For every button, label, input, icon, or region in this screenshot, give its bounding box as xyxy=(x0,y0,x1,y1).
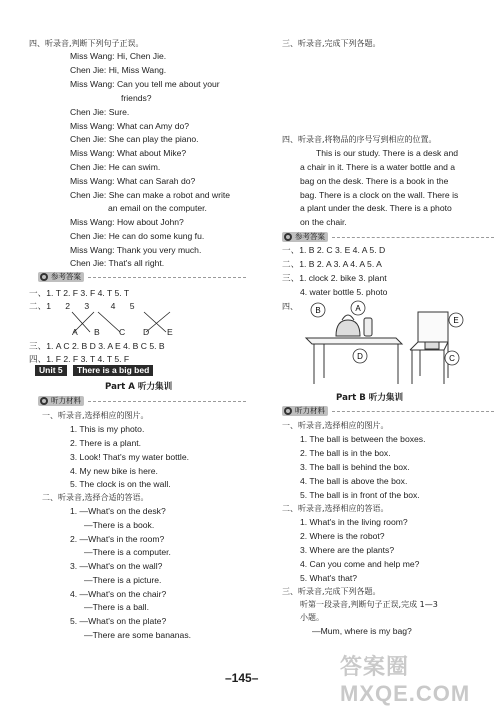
list-item: 4. The ball is above the box. xyxy=(300,476,408,486)
unit-badge: Unit 5 xyxy=(35,365,67,376)
answer-line: 三、1. A C 2. B D 3. A E 4. B C 5. B xyxy=(29,341,165,351)
list-item: 5. —What's on the plate? xyxy=(70,616,167,626)
key-icon xyxy=(40,273,48,281)
list-item-answer: —There is a book. xyxy=(84,520,155,530)
dialog-line: Chen Jie: She can play the piano. xyxy=(70,134,199,144)
part-b-heading: Part B 听力集训 xyxy=(336,393,404,403)
materials-tag-label: 听力材料 xyxy=(51,396,81,405)
list-item: 1. The ball is between the boxes. xyxy=(300,434,426,444)
dialog-line: Chen Jie: He can swim. xyxy=(70,162,161,172)
dialog-line: Miss Wang: Can you tell me about your xyxy=(70,79,220,89)
key-icon xyxy=(284,233,292,241)
section-heading: 二、听录音,选择相应的答语。 xyxy=(282,504,389,513)
list-item: 5. What's that? xyxy=(300,573,358,583)
part-a-heading: Part A 听力集训 xyxy=(105,382,173,392)
dialog-line: Miss Wang: Hi, Chen Jie. xyxy=(70,51,167,61)
instruction-line: 听第一段录音,判断句子正误,完成 1—3 xyxy=(300,600,438,609)
list-item-answer: —There is a picture. xyxy=(84,575,162,585)
list-item: 2. —What's in the room? xyxy=(70,534,165,544)
divider xyxy=(88,401,246,402)
section-heading: 四、听录音,将物品的序号写到相应的位置。 xyxy=(282,135,437,144)
answers-tag-label: 参考答案 xyxy=(51,272,81,281)
label-e: E xyxy=(453,316,459,325)
answer-line: 一、1. B 2. C 3. E 4. A 5. D xyxy=(282,245,386,255)
watermark: 答案圈 MXQE.COM xyxy=(340,654,471,706)
answers-tag xyxy=(38,272,84,282)
label-c: C xyxy=(449,354,455,363)
answers-tag-label: 参考答案 xyxy=(295,232,325,241)
paragraph-line: bag. There is a clock on the wall. There is xyxy=(300,190,459,200)
unit-title: There is a big bed xyxy=(73,365,153,376)
dialog-line: Chen Jie: Sure. xyxy=(70,107,130,117)
paragraph-line: bag on the desk. There is a book in the xyxy=(300,176,449,186)
match-bottom: A xyxy=(72,327,78,337)
match-bottom: E xyxy=(167,327,173,337)
paragraph-line: on the chair. xyxy=(300,217,347,227)
list-item: 3. —What's on the wall? xyxy=(70,561,163,571)
list-item-answer: —There is a computer. xyxy=(84,547,171,557)
list-item: 5. The clock is on the wall. xyxy=(70,479,171,489)
study-illustration xyxy=(300,298,480,386)
section-heading: 三、听录音,完成下列各题。 xyxy=(282,587,381,596)
label-d: D xyxy=(357,352,363,361)
answer-line: 三、1. clock 2. bike 3. plant xyxy=(282,273,387,283)
answer-line: 一、1. T 2. F 3. F 4. T 5. T xyxy=(29,288,130,298)
dialog-line: Miss Wang: Thank you very much. xyxy=(70,245,202,255)
dialog-line-cont: an email on the computer. xyxy=(108,203,207,213)
dialog-line: Chen Jie: That's all right. xyxy=(70,258,165,268)
answer-line: 四、1. F 2. F 3. T 4. T 5. F xyxy=(29,354,130,364)
materials-tag xyxy=(282,406,328,416)
dialog-line-cont: friends? xyxy=(121,93,152,103)
list-item: 2. Where is the robot? xyxy=(300,531,385,541)
paragraph-line: a plant under the desk. There is a photo xyxy=(300,203,452,213)
answer-line: 二、1 2 3 4 5 xyxy=(29,301,135,311)
match-bottom: B xyxy=(94,327,100,337)
list-item: 3. Look! That's my water bottle. xyxy=(70,452,189,462)
list-item: 1. This is my photo. xyxy=(70,424,145,434)
list-item: 2. There is a plant. xyxy=(70,438,142,448)
list-item: 4. —What's on the chair? xyxy=(70,589,167,599)
dialog-line: Miss Wang: What can Amy do? xyxy=(70,121,190,131)
section-heading: 一、听录音,选择相应的图片。 xyxy=(42,411,149,420)
list-item: 1. —What's on the desk? xyxy=(70,506,166,516)
divider xyxy=(88,277,246,278)
divider xyxy=(332,411,494,412)
answer-line: 四、 xyxy=(282,302,298,311)
dialog-line: Chen Jie: Hi, Miss Wang. xyxy=(70,65,167,75)
label-a: A xyxy=(355,304,361,313)
list-item: 4. Can you come and help me? xyxy=(300,559,420,569)
q4-heading: 四、听录音,判断下列句子正误。 xyxy=(29,39,144,48)
materials-tag xyxy=(38,396,84,406)
list-item: 5. The ball is in front of the box. xyxy=(300,490,420,500)
list-item: 1. What's in the living room? xyxy=(300,517,408,527)
answer-line: 二、1. B 2. A 3. A 4. A 5. A xyxy=(282,259,382,269)
answer-line: 4. water bottle 5. photo xyxy=(300,287,388,297)
label-b: B xyxy=(315,306,321,315)
headphones-icon xyxy=(40,397,48,405)
page-number: –145– xyxy=(225,671,259,685)
section-heading: 三、听录音,完成下列各题。 xyxy=(282,39,381,48)
dialog-line: Chen Jie: She can make a robot and write xyxy=(70,190,231,200)
list-item-answer: —There is a ball. xyxy=(84,602,149,612)
dialog-line: Miss Wang: How about John? xyxy=(70,217,184,227)
list-item: 3. Where are the plants? xyxy=(300,545,395,555)
answers-tag xyxy=(282,232,328,242)
dialog-line: Miss Wang: What about Mike? xyxy=(70,148,187,158)
instruction-line: 小题。 xyxy=(300,613,324,622)
dialog-line: Miss Wang: What can Sarah do? xyxy=(70,176,196,186)
paragraph-line: This is our study. There is a desk and xyxy=(316,148,459,158)
section-heading: 一、听录音,选择相应的图片。 xyxy=(282,421,389,430)
headphones-icon xyxy=(284,407,292,415)
divider xyxy=(332,237,494,238)
paragraph-line: a chair in it. There is a water bottle and a xyxy=(300,162,456,172)
dialog-line: —Mum, where is my bag? xyxy=(312,626,412,636)
unit-banner xyxy=(35,365,250,376)
match-bottom: C xyxy=(119,327,126,337)
list-item: 2. The ball is in the box. xyxy=(300,448,391,458)
list-item: 3. The ball is behind the box. xyxy=(300,462,410,472)
list-item-answer: —There are some bananas. xyxy=(84,630,192,640)
section-heading: 二、听录音,选择合适的答语。 xyxy=(42,493,149,502)
materials-tag-label: 听力材料 xyxy=(295,406,325,415)
match-bottom: D xyxy=(143,327,150,337)
dialog-line: Chen Jie: He can do some kung fu. xyxy=(70,231,205,241)
list-item: 4. My new bike is here. xyxy=(70,466,158,476)
